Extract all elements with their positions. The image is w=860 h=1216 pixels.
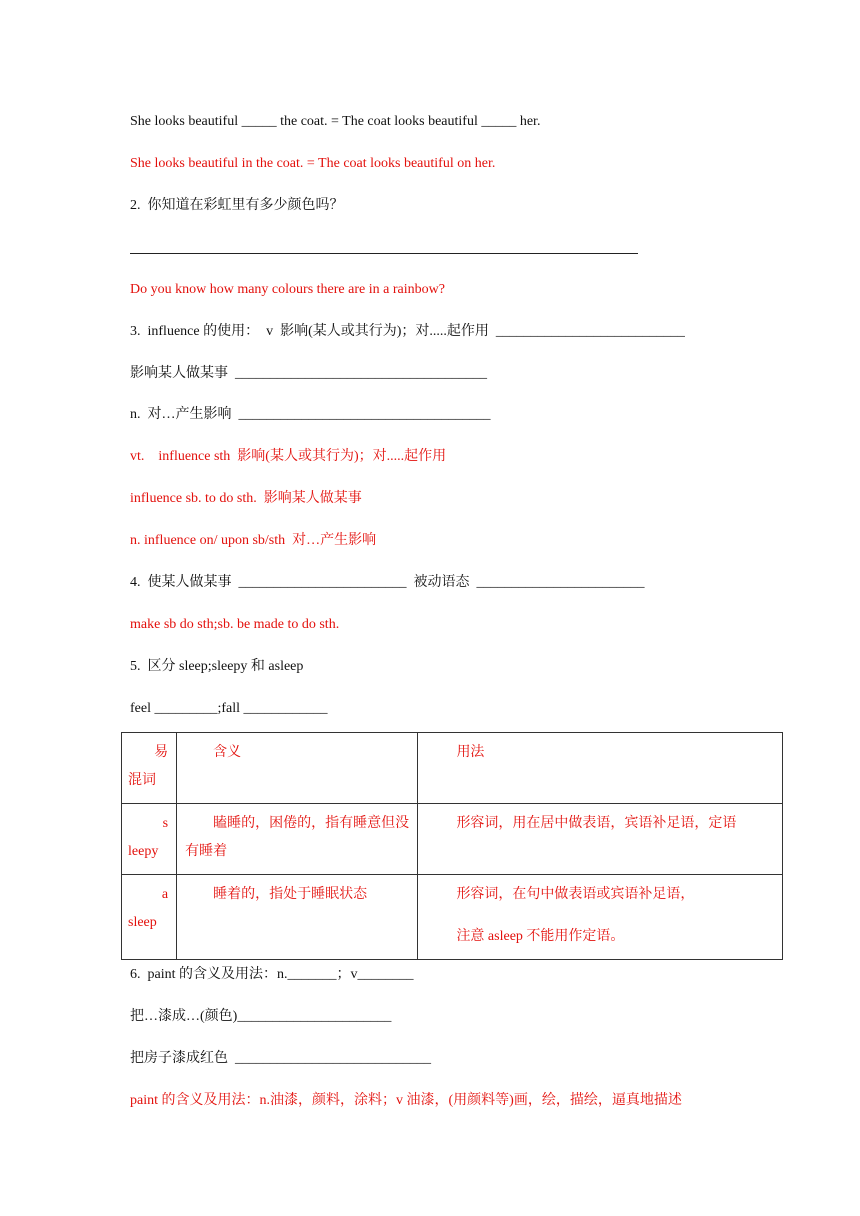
cell-text: a — [161, 887, 169, 902]
question-6: 6. paint 的含义及用法：n._______；v________ — [130, 967, 414, 982]
table-cell — [122, 804, 177, 875]
cell-text: 混词 — [128, 773, 156, 788]
answer-blank-line — [130, 253, 638, 254]
answer-1: She looks beautiful in the coat. = The coat looks beautiful on her. — [130, 156, 496, 171]
question-5-b: feel _________;fall ____________ — [130, 701, 328, 716]
cell-text: 易 — [154, 745, 169, 760]
table-cell — [122, 875, 177, 960]
question-3: 3. influence 的使用： v 影响(某人或其行为)；对.....起作用 ___________________________ — [130, 324, 685, 339]
question-5: 5. 区分 sleep;sleepy 和 asleep — [130, 659, 304, 674]
table-cell: 用法 — [418, 733, 783, 804]
table-row — [122, 733, 783, 804]
table-cell: 瞌睡的，困倦的，指有睡意但没有睡着 — [177, 804, 418, 875]
cell-text: s — [162, 816, 169, 831]
answer-3-b: influence sb. to do sth. 影响某人做某事 — [130, 491, 362, 506]
table-cell: 含义 — [177, 733, 418, 804]
table-cell: 睡着的，指处于睡眠状态 — [177, 875, 418, 960]
question-2: 2. 你知道在彩虹里有多少颜色吗？ — [130, 198, 344, 213]
table-cell: 形容词，用在居中做表语，宾语补足语，定语 — [418, 804, 783, 875]
table-row — [122, 875, 783, 960]
table-cell — [418, 875, 783, 960]
question-3-c: n. 对…产生影响 ____________________________________ — [130, 407, 491, 422]
question-6-c: 把房子漆成红色 ____________________________ — [130, 1051, 431, 1066]
cell-text: 形容词，在句中做表语或宾语补足语， — [456, 887, 695, 902]
question-3-b: 影响某人做某事 ____________________________________ — [130, 366, 487, 381]
table-cell — [122, 733, 177, 804]
answer-2: Do you know how many colours there are in a rainbow? — [130, 282, 445, 297]
cell-text: leepy — [128, 844, 159, 859]
answer-4: make sb do sth;sb. be made to do sth. — [130, 617, 340, 632]
cell-text: 注意 asleep 不能用作定语。 — [456, 929, 625, 944]
vocab-table — [121, 732, 783, 960]
question-4: 4. 使某人做某事 ________________________ 被动语态 ________________________ — [130, 575, 645, 590]
sentence-blank-1: She looks beautiful _____ the coat. = The coat looks beautiful _____ her. — [130, 114, 541, 129]
question-6-b: 把…漆成…(颜色)______________________ — [130, 1009, 392, 1024]
answer-6: paint 的含义及用法：n.油漆，颜料，涂料；v 油漆，(用颜料等)画，绘，描绘，逼真地描述 — [130, 1093, 682, 1108]
answer-3-c: n. influence on/ upon sb/sth 对…产生影响 — [130, 533, 377, 548]
table-row — [122, 804, 783, 875]
cell-text: sleep — [128, 915, 157, 930]
answer-3-a: vt. influence sth 影响(某人或其行为)；对.....起作用 — [130, 449, 447, 464]
